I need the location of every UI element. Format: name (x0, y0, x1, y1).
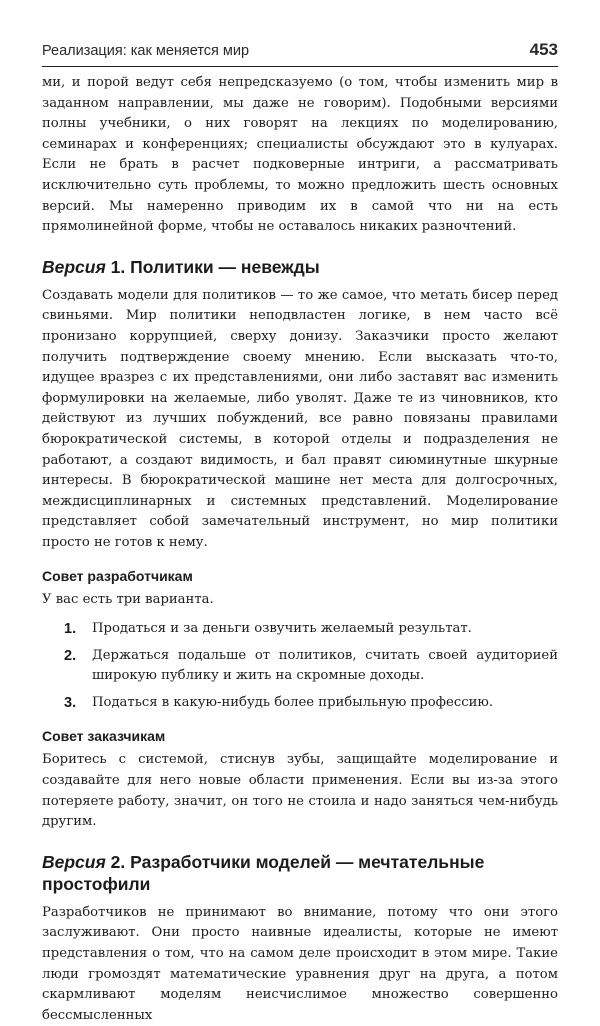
version-label: Версия (42, 851, 106, 872)
version-label: Версия (42, 256, 106, 277)
dev-advice-heading: Совет разработчикам (42, 568, 193, 585)
version-1-paragraph: Создавать модели для политиков — то же самое, что метать бисер перед свиньями. Мир политики неподвластен логике, в нем часто всё пронизано коррупцией, сверху донизу. Заказчики просто желают получить подтверждение своему мнению. Если высказать что-то, идущее вразрез с их представлениями, они либо заставят вас изменить формулировки на желаемые, либо уволят. Даже те из чиновников, кто действуют из лучших побуждений, все равно повязаны правилами бюрократической системы, в которой отделы и подразделения не работают, а создают видимость, и бал правят сиюминутные шкурные интересы. В бюрократической машине нет места для долгосрочных, междисциплинарных и системных представлений. Моделирование представляет собой замечательный инструмент, но мир политики просто не готов к нему. (42, 287, 558, 550)
running-title: Реализация: как меняется мир (42, 43, 250, 59)
list-item-text: Продаться и за деньги озвучить желаемый результат. (92, 621, 472, 637)
version-2-heading (42, 851, 558, 895)
list-item (42, 619, 558, 640)
dev-advice-list (42, 619, 558, 713)
header-rule (42, 66, 558, 67)
version-2-title: 2. Разработчики моделей — мечтательные простофили (42, 851, 485, 894)
version-1-heading (42, 256, 558, 278)
version-1-title: 1. Политики — невежды (110, 256, 320, 277)
client-advice-heading: Совет заказчикам (42, 728, 166, 745)
list-item-number: 3. (64, 694, 77, 711)
book-page (42, 40, 558, 1026)
intro-paragraph: ми, и порой ведут себя непредсказуемо (о том, чтобы изменить мир в заданном направлении, мы даже не говорим). Подобными версиями полны учебники, о них говорят на лекциях по моделированию, семинарах и конференциях; специалисты обсуждают это в кулуарах. Если не брать в расчет подковерные интриги, а рассматривать исключительно суть проблемы, то можно предложить шесть основных версий. Мы намеренно приводим их в самой что ни на есть прямолинейной форме, чтобы не оставалось никаких разночтений. (42, 75, 558, 235)
list-item (42, 646, 558, 687)
page-number: 453 (529, 40, 558, 59)
dev-advice-intro: У вас есть три варианта. (42, 592, 214, 608)
list-item-text: Податься в какую-нибудь более прибыльную профессию. (92, 694, 494, 710)
running-header (42, 40, 558, 62)
version-2-paragraph: Разработчиков не принимают во внимание, потому что они этого заслуживают. Они просто наивные идеалисты, которые не имеют представления о том, что на самом деле происходит в этом мире. Такие люди громоздят математические уравнения друг на друга, а потом скармливают моделям неисчислимое множество совершенно бессмысленных (42, 904, 558, 1023)
client-advice-paragraph: Боритесь с системой, стиснув зубы, защищайте моделирование и создавайте для него новые области применения. Если вы из-за этого потеряете работу, значит, он того не стоила и надо заняться чем-нибудь другим. (42, 752, 558, 830)
list-item (42, 693, 558, 714)
list-item-number: 2. (64, 647, 77, 664)
list-item-text: Держаться подальше от политиков, считать своей аудиторией широкую публику и жить на скромные доходы. (92, 647, 558, 684)
list-item-number: 1. (64, 621, 77, 638)
